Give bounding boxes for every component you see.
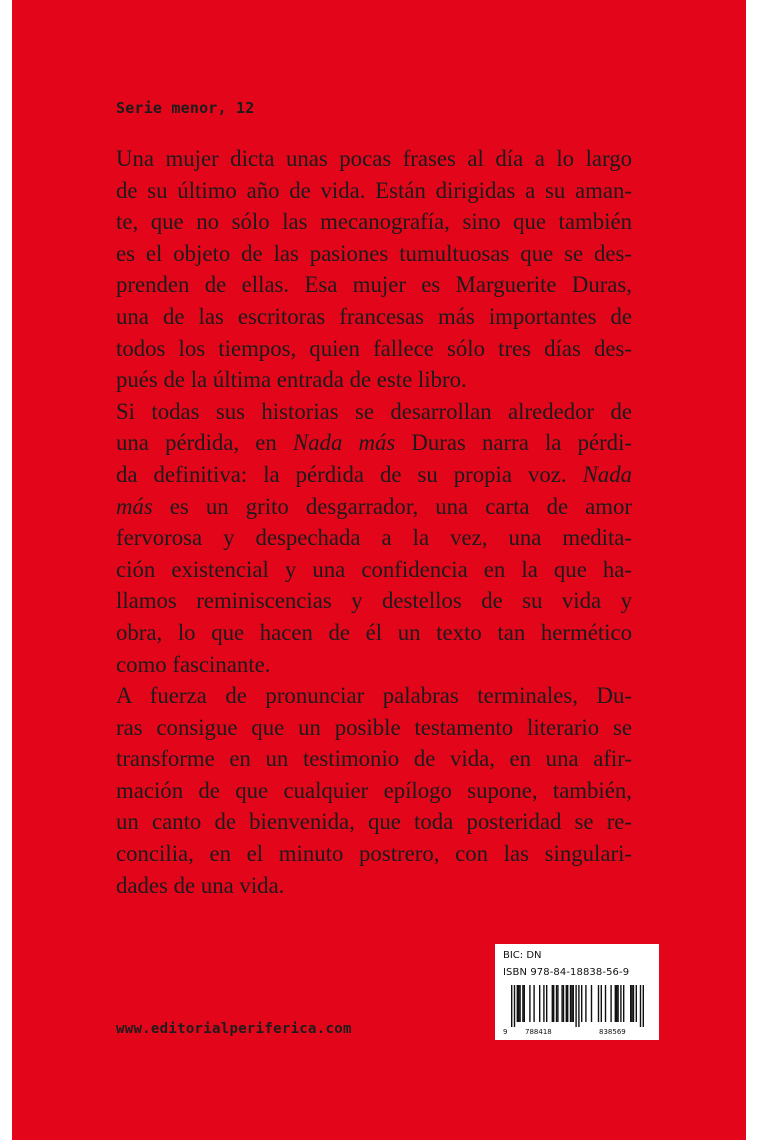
barcode-bar xyxy=(591,985,592,1022)
barcode-bar xyxy=(631,985,632,1022)
barcode-bar xyxy=(623,985,624,1022)
blurb-line: un canto de bienvenida, que toda posteridad se re- xyxy=(116,809,632,835)
barcode-bar xyxy=(529,985,530,1022)
blurb-line: como fascinante. xyxy=(116,651,271,677)
series-label: Serie menor, 12 xyxy=(116,99,255,117)
barcode-bar xyxy=(585,985,586,1022)
barcode-digits-left: 788418 xyxy=(525,1028,552,1036)
barcode-bar xyxy=(518,985,519,1022)
blurb-line: A fuerza de pronunciar palabras terminales, Du- xyxy=(116,683,632,709)
blurb-line: transforme en un testimonio de vida, en una afir- xyxy=(116,746,632,772)
barcode-icon xyxy=(501,985,653,1027)
barcode-bar xyxy=(519,985,520,1022)
barcode-bar xyxy=(575,985,576,1027)
barcode-digits-right: 838569 xyxy=(599,1028,626,1036)
barcode-bar xyxy=(533,985,534,1022)
blurb-line: concilia, en el minuto postrero, con las singulari- xyxy=(116,841,632,867)
barcode-bar xyxy=(643,985,644,1027)
barcode-bar xyxy=(566,985,567,1022)
blurb-line: Una mujer dicta unas pocas frases al día a lo largo xyxy=(116,146,632,171)
blurb-text xyxy=(116,143,632,901)
blurb-line: más es un grito desgarrador, una carta de amor xyxy=(116,493,632,519)
barcode-digit-first: 9 xyxy=(503,1028,508,1036)
barcode-bar xyxy=(616,985,617,1022)
blurb-line: una pérdida, en Nada más Duras narra la pérdi- xyxy=(116,430,632,456)
barcode-bar xyxy=(615,985,616,1022)
blurb-line: ción existencial y una confidencia en la que ha- xyxy=(116,556,632,582)
barcode-bar xyxy=(517,985,518,1022)
barcode-bar xyxy=(543,985,544,1022)
barcode-bar xyxy=(546,985,547,1022)
barcode-bar xyxy=(578,985,579,1027)
back-cover xyxy=(12,0,746,1140)
publisher-website: www.editorialperiferica.com xyxy=(116,1021,352,1037)
barcode-bar xyxy=(561,985,562,1022)
barcode-bar xyxy=(620,985,621,1022)
barcode-bar xyxy=(617,985,618,1022)
isbn-number: ISBN 978-84-18838-56-9 xyxy=(503,967,630,978)
barcode-bar xyxy=(640,985,641,1027)
blurb-line: ras consigue que un posible testamento literario se xyxy=(116,714,632,740)
blurb-line: da definitiva: la pérdida de su propia voz. Nada xyxy=(116,461,632,487)
blurb-line: mación de que cualquier epílogo supone, también, xyxy=(116,777,632,803)
barcode-bar xyxy=(573,985,574,1022)
blurb-line: Si todas sus historias se desarrollan alrededor de xyxy=(116,398,632,424)
barcode-bar xyxy=(571,985,572,1022)
barcode-bar xyxy=(563,985,564,1022)
barcode-bar xyxy=(522,985,523,1022)
barcode-bar xyxy=(557,985,558,1022)
blurb-line: pués de la última entrada de este libro. xyxy=(116,367,467,393)
blurb-line: todos los tiempos, quien fallece sólo tres días des- xyxy=(116,335,632,361)
barcode-bar xyxy=(539,985,540,1022)
barcode-bar xyxy=(610,985,611,1022)
barcode-bar xyxy=(581,985,582,1022)
barcode-bar xyxy=(552,985,553,1022)
bic-code: BIC: DN xyxy=(503,950,542,961)
barcode-bar xyxy=(567,985,568,1022)
barcode-bar xyxy=(598,985,599,1022)
blurb-line: llamos reminiscencias y destellos de su vida y xyxy=(116,588,632,614)
blurb-line: te, que no sólo las mecanografía, sino que también xyxy=(116,209,632,235)
book-title-italic: más xyxy=(116,493,153,519)
barcode-bar xyxy=(553,985,554,1022)
barcode-bar xyxy=(511,985,512,1027)
book-title-italic: Nada xyxy=(582,461,632,487)
barcode-bar xyxy=(630,985,631,1022)
barcode-bar xyxy=(633,985,634,1022)
blurb-line: dades de una vida. xyxy=(116,872,285,898)
book-title-italic: Nada más xyxy=(292,430,396,456)
barcode-bar xyxy=(601,985,602,1022)
blurb-line: una de las escritoras francesas más importantes de xyxy=(116,303,632,329)
blurb-line: es el objeto de las pasiones tumultuosas que se des- xyxy=(116,240,632,266)
barcode-bar xyxy=(570,985,571,1022)
barcode-bar xyxy=(605,985,606,1022)
barcode-bar xyxy=(556,985,557,1022)
isbn-barcode-box xyxy=(495,944,659,1040)
barcode-bar xyxy=(636,985,637,1022)
barcode-bar xyxy=(524,985,525,1022)
barcode-bar xyxy=(514,985,515,1027)
blurb-line: prenden de ellas. Esa mujer es Marguerite Duras, xyxy=(116,272,632,298)
blurb-line: de su último año de vida. Están dirigidas a su aman- xyxy=(116,177,632,203)
blurb-line: fervorosa y despechada a la vez, una medita- xyxy=(116,525,632,551)
blurb-line: obra, lo que hacen de él un texto tan hermético xyxy=(116,619,632,645)
